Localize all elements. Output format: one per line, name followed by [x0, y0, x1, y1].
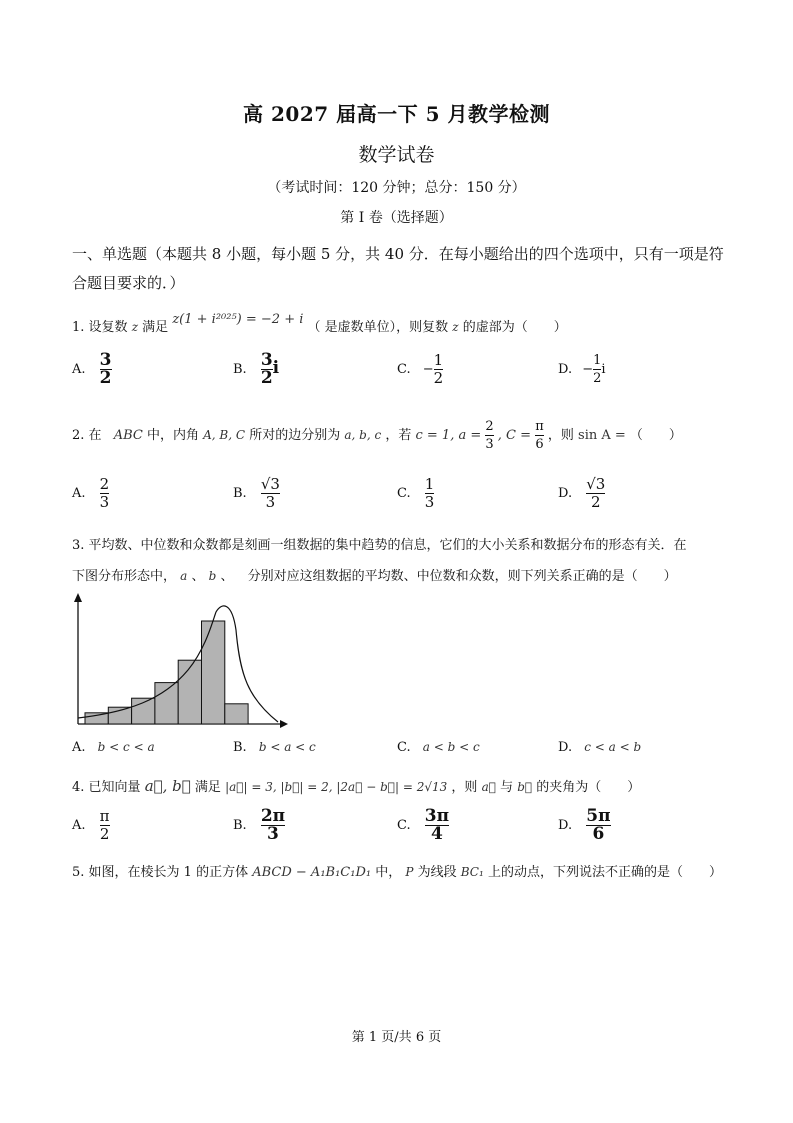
- q3-sep2: 、: [220, 569, 234, 584]
- fraction: [100, 808, 110, 843]
- x-axis-arrow-icon: [280, 720, 288, 728]
- option-label: B.: [233, 740, 247, 755]
- fraction: [100, 476, 110, 511]
- histogram-bars: [85, 621, 248, 724]
- q2-option-c[interactable]: [397, 476, 434, 511]
- q4-va: a⃗: [481, 780, 496, 794]
- q4-text-d: 的夹角为（ ）: [536, 780, 641, 795]
- q2-sides: a, b, c: [344, 428, 382, 442]
- q2-text-e: （ ）: [629, 428, 682, 443]
- q5-point: P: [405, 865, 414, 879]
- fraction: [586, 476, 605, 511]
- q1-var-z: z: [131, 320, 139, 334]
- option-label: A.: [72, 486, 86, 501]
- numerator: 2: [485, 419, 494, 434]
- histogram-bar: [202, 621, 225, 724]
- denominator: 3: [424, 493, 435, 511]
- question-5: [72, 861, 722, 880]
- q1-text-b: （ 是虚数单位），则复数: [307, 320, 449, 335]
- option-label: B.: [233, 486, 247, 501]
- question-4: [72, 776, 640, 795]
- option-label: C.: [397, 740, 411, 755]
- option-text: a < b < c: [422, 740, 480, 754]
- numerator: 3: [260, 350, 273, 370]
- fraction: [434, 352, 444, 387]
- numerator: 2π: [260, 806, 286, 826]
- denominator: 2: [593, 371, 602, 386]
- q2-cond1: c = 1, a =: [415, 428, 482, 443]
- imag-unit: i: [601, 362, 606, 377]
- histogram-bar: [178, 660, 201, 724]
- q1-var-z2: z: [452, 320, 459, 334]
- q2-text-b: 所对的边分别为: [249, 428, 341, 443]
- q2-cond2: , C =: [497, 428, 532, 443]
- option-text: b < a < c: [258, 740, 316, 754]
- numerator: 1: [433, 351, 444, 369]
- q3-option-c[interactable]: [397, 740, 480, 755]
- histogram-bar: [225, 704, 248, 724]
- question-3-line2: [72, 565, 677, 584]
- q1-option-a[interactable]: [72, 352, 112, 387]
- q1-option-c[interactable]: [397, 352, 443, 387]
- numerator: π: [535, 419, 544, 434]
- question-1: [72, 312, 567, 335]
- q4-text-a: 满足: [194, 780, 221, 795]
- q2-text-d: ，则: [547, 428, 574, 443]
- denominator: 3: [267, 824, 279, 844]
- histogram-bar: [85, 713, 108, 724]
- q1-option-d[interactable]: [558, 352, 606, 387]
- option-label: C.: [397, 362, 411, 377]
- denominator: 2: [99, 825, 110, 843]
- q4-option-b[interactable]: [233, 808, 285, 843]
- q5-text-b: 为线段: [417, 865, 457, 880]
- numerator: √3: [586, 475, 606, 493]
- exam-info: （考试时间：120 分钟；总分：150 分）: [267, 180, 526, 196]
- option-text: b < c < a: [97, 740, 155, 754]
- q4-vb: b⃗: [517, 780, 533, 794]
- q4-option-a[interactable]: [72, 808, 110, 843]
- option-label: B.: [233, 362, 247, 377]
- numerator: 3π: [424, 806, 450, 826]
- denominator: 2: [433, 369, 444, 387]
- denominator: 2: [99, 368, 112, 388]
- q5-prefix: 5. 如图，在棱长为 1 的正方体: [72, 865, 249, 880]
- q3-option-a[interactable]: [72, 740, 155, 755]
- q2-target: sin A =: [578, 428, 626, 443]
- q1-option-b[interactable]: [233, 352, 279, 387]
- option-label: D.: [558, 818, 573, 833]
- numerator: √3: [260, 475, 280, 493]
- option-label: B.: [233, 818, 247, 833]
- q4-option-d[interactable]: [558, 808, 611, 843]
- fraction: [586, 808, 610, 843]
- numerator: 3: [99, 350, 112, 370]
- q2-text-a: 中，内角: [146, 428, 199, 443]
- histogram-bar: [108, 707, 131, 724]
- numerator: 1: [424, 475, 435, 493]
- q3-line2-a: 下图分布形态中，: [72, 569, 177, 584]
- numerator: 1: [593, 353, 602, 368]
- fraction: [261, 476, 280, 511]
- q4-text-b: ，则: [451, 780, 478, 795]
- histogram-bar: [155, 683, 178, 724]
- question-2: [72, 418, 682, 453]
- exam-subtitle: 数学试卷: [358, 144, 435, 166]
- denominator: 6: [535, 437, 544, 452]
- option-label: A.: [72, 740, 86, 755]
- denominator: 2: [591, 493, 601, 511]
- exam-title: 高 2027 届高一下 5 月教学检测: [243, 102, 550, 126]
- option-label: C.: [397, 486, 411, 501]
- page-footer: 第 1 页/共 6 页: [351, 1030, 442, 1045]
- q4-option-c[interactable]: [397, 808, 449, 843]
- q4-text-c: 与: [500, 780, 514, 795]
- option-label: D.: [558, 486, 573, 501]
- q2-option-b[interactable]: [233, 476, 280, 511]
- q1-text-a: 满足: [142, 320, 169, 335]
- option-text: c < a < b: [584, 740, 642, 754]
- q2-text-c: ，若: [385, 428, 412, 443]
- fraction: [535, 418, 544, 453]
- q1-equation: z(1 + i²⁰²⁵) = −2 + i: [172, 312, 304, 327]
- option-label: D.: [558, 740, 573, 755]
- q5-text-a: 中，: [375, 865, 402, 880]
- section-heading: 一、单选题（本题共 8 小题，每小题 5 分，共 40 分．在每小题给出的四个选项中，只有一项是符合题目要求的．）: [72, 245, 724, 292]
- q2-prefix: 2. 在: [72, 428, 102, 443]
- q1-prefix: 1. 设复数: [72, 320, 128, 335]
- fraction: [261, 808, 285, 843]
- fraction: [100, 352, 112, 387]
- denominator: 4: [430, 824, 443, 844]
- numerator: 2: [99, 475, 110, 493]
- question-3-line1: 3. 平均数、中位数和众数都是刻画一组数据的集中趋势的信息，它们的大小关系和数据分布的形态有关．在: [72, 538, 687, 553]
- q2-option-d[interactable]: [558, 476, 605, 511]
- q3-var-a: a: [180, 569, 188, 583]
- numerator: π: [99, 807, 110, 825]
- denominator: 6: [592, 824, 605, 844]
- imag-unit: i: [272, 358, 280, 378]
- q2-triangle: ABC: [113, 428, 143, 443]
- q4-vectors: a⃗, b⃗: [144, 777, 191, 795]
- q3-option-d[interactable]: [558, 740, 641, 755]
- q4-prefix: 4. 已知向量: [72, 780, 141, 795]
- denominator: 2: [260, 368, 273, 388]
- fraction: [425, 808, 449, 843]
- fraction: [425, 476, 435, 511]
- q3-option-b[interactable]: [233, 740, 316, 755]
- denominator: 3: [485, 437, 494, 452]
- q3-sep1: 、: [191, 569, 205, 584]
- distribution-chart: [68, 590, 293, 732]
- q2-angles: A, B, C: [203, 428, 246, 442]
- minus-sign: −: [422, 362, 434, 377]
- part-heading: 第 I 卷（选择题）: [340, 210, 453, 226]
- q5-segment: BC₁: [460, 865, 484, 879]
- fraction: [261, 352, 273, 387]
- q2-option-a[interactable]: [72, 476, 109, 511]
- minus-sign: −: [582, 362, 594, 377]
- y-axis-arrow-icon: [74, 593, 82, 602]
- numerator: 5π: [586, 806, 611, 826]
- fraction: [485, 418, 493, 453]
- option-label: A.: [72, 818, 86, 833]
- q4-conditions: |a⃗| = 3, |b⃗| = 2, |2a⃗ − b⃗| = 2√13: [225, 780, 448, 794]
- denominator: 3: [265, 493, 276, 511]
- option-label: C.: [397, 818, 411, 833]
- q3-var-b: b: [208, 569, 217, 583]
- q5-cube: ABCD − A₁B₁C₁D₁: [252, 865, 372, 880]
- q5-text-c: 上的动点，下列说法不正确的是（ ）: [487, 865, 722, 880]
- option-label: D.: [558, 362, 573, 377]
- q3-line2-b: 分别对应这组数据的平均数、中位数和众数，则下列关系正确的是（ ）: [247, 569, 677, 584]
- q1-text-c: 的虚部为（ ）: [462, 320, 567, 335]
- option-label: A.: [72, 362, 86, 377]
- denominator: 3: [99, 493, 110, 511]
